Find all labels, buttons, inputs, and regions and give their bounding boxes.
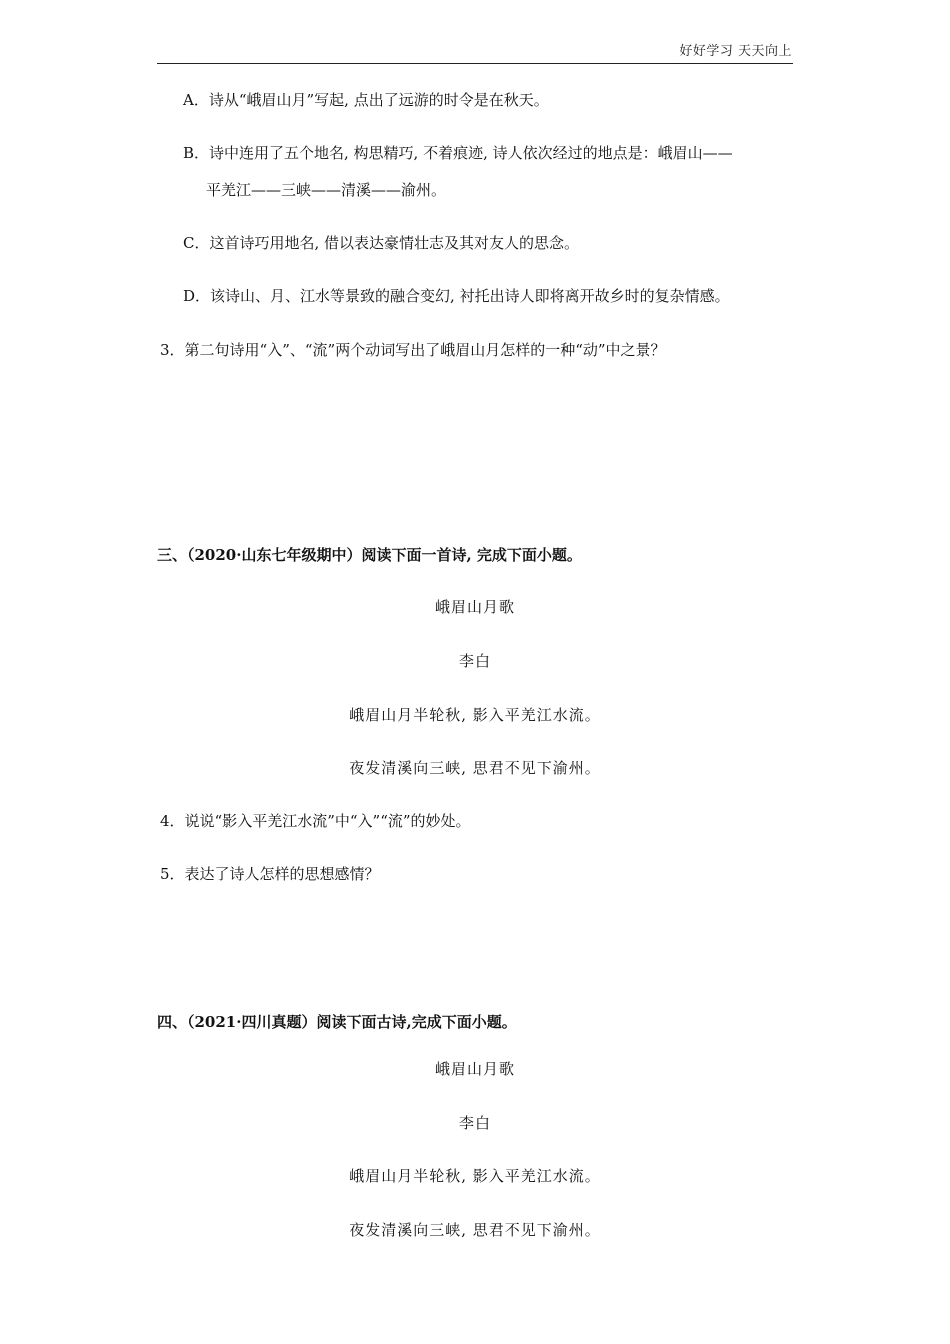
section-4-poem-line-2: 夜发清溪向三峡, 思君不见下渝州。 <box>349 1221 601 1239</box>
option-b: B．诗中连用了五个地名, 构思精巧, 不着痕迹, 诗人依次经过的地点是：峨眉山—— <box>183 144 733 162</box>
question-5: 5．表达了诗人怎样的思想感情？ <box>160 865 380 883</box>
question-3: 3．第二句诗用“入”、“流”两个动词写出了峨眉山月怎样的一种“动”中之景？ <box>160 341 666 359</box>
option-c: C．这首诗巧用地名, 借以表达豪情壮志及其对友人的思念。 <box>183 234 580 252</box>
section-3-poem-author: 李白 <box>458 652 491 670</box>
section-4-poem-line-1: 峨眉山月半轮秋, 影入平羌江水流。 <box>349 1167 601 1185</box>
question-4: 4．说说“影入平羌江水流”中“入”“流”的妙处。 <box>160 812 471 830</box>
option-a: A．诗从“峨眉山月”写起, 点出了远游的时令是在秋天。 <box>183 91 549 109</box>
page-header: 好好学习 天天向上 <box>679 44 792 59</box>
section-3-poem-line-1: 峨眉山月半轮秋, 影入平羌江水流。 <box>349 706 601 724</box>
header-divider <box>157 63 793 64</box>
option-b-continued: 平羌江——三峡——清溪——渝州。 <box>206 181 447 199</box>
section-3-poem-line-2: 夜发清溪向三峡, 思君不见下渝州。 <box>349 759 601 777</box>
section-4-poem-title: 峨眉山月歌 <box>434 1060 515 1078</box>
section-3-poem-title: 峨眉山月歌 <box>434 598 515 616</box>
section-3-heading: 三、（2020·山东七年级期中）阅读下面一首诗, 完成下面小题。 <box>157 546 582 564</box>
section-4-poem-author: 李白 <box>458 1114 491 1132</box>
option-d: D．该诗山、月、江水等景致的融合变幻, 衬托出诗人即将离开故乡时的复杂情感。 <box>183 287 730 305</box>
section-4-heading: 四、（2021·四川真题）阅读下面古诗,完成下面小题。 <box>157 1013 517 1031</box>
